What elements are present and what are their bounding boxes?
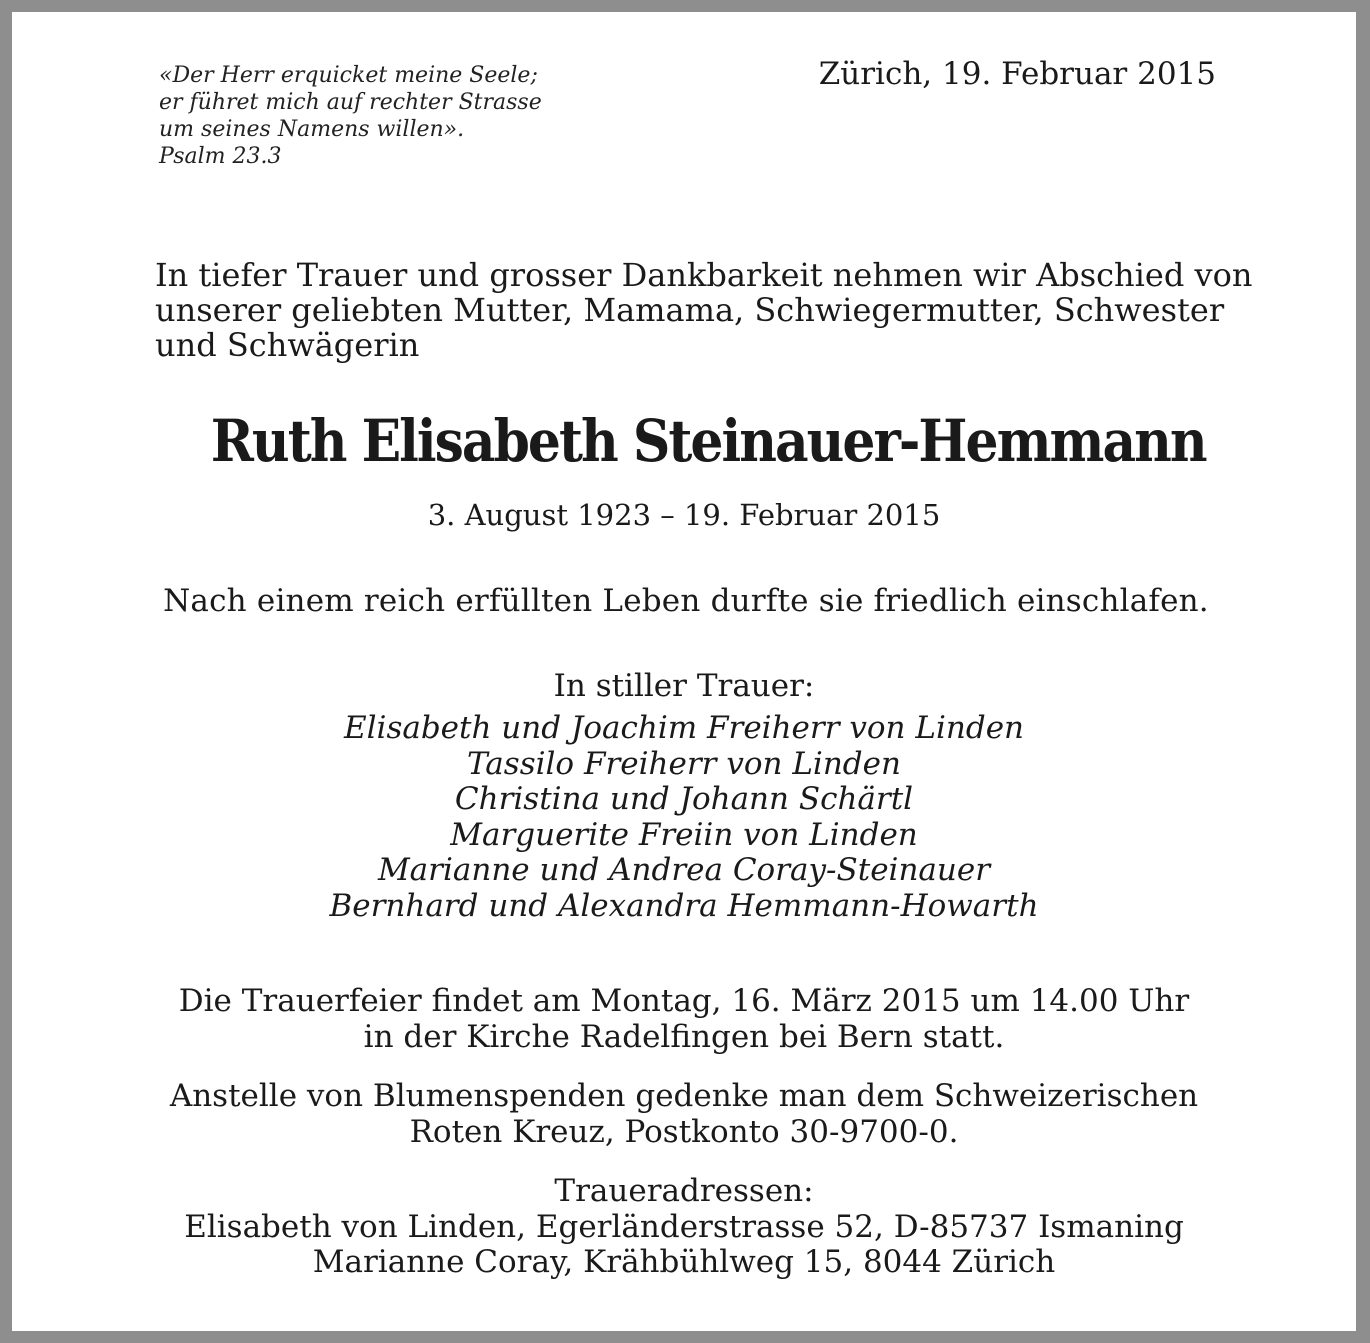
address-line: Marianne Coray, Krähbühlweg 15, 8044 Zürich bbox=[312, 1244, 1056, 1280]
donation-line: Anstelle von Blumenspenden gedenke man dem Schweizerischen bbox=[169, 1078, 1199, 1114]
deceased-name: Ruth Elisabeth Steinauer-Hemmann bbox=[210, 407, 1206, 475]
intro-line: In tiefer Trauer und grosser Dankbarkeit nehmen wir Abschied von bbox=[155, 256, 1253, 294]
ceremony-info bbox=[12, 984, 1356, 1055]
obituary-notice bbox=[12, 12, 1356, 1331]
place-date: Zürich, 19. Februar 2015 bbox=[818, 56, 1216, 92]
mourner-name: Elisabeth und Joachim Freiherr von Linden bbox=[343, 710, 1025, 746]
motto-line: «Der Herr erquicket meine Seele; bbox=[159, 63, 538, 88]
motto-line: um seines Namens willen». bbox=[159, 117, 465, 142]
life-dates: 3. August 1923 – 19. Februar 2015 bbox=[427, 498, 941, 532]
intro-paragraph bbox=[155, 256, 1253, 364]
motto-source: Psalm 23.3 bbox=[159, 144, 282, 169]
ceremony-line: Die Trauerfeier findet am Montag, 16. März 2015 um 14.00 Uhr bbox=[178, 983, 1190, 1019]
donation-line: Roten Kreuz, Postkonto 30-9700-0. bbox=[409, 1113, 959, 1150]
mourners-list bbox=[12, 711, 1356, 924]
psalm-motto bbox=[159, 62, 542, 170]
address-line: Elisabeth von Linden, Egerländerstrasse 52, D-85737 Ismaning bbox=[184, 1208, 1184, 1245]
life-statement: Nach einem reich erfüllten Leben durfte sie friedlich einschlafen. bbox=[163, 583, 1209, 619]
intro-line: unserer geliebten Mutter, Mamama, Schwiegermutter, Schwester bbox=[155, 291, 1225, 329]
intro-line: und Schwägerin bbox=[155, 326, 420, 364]
mourner-name: Tassilo Freiherr von Linden bbox=[467, 745, 901, 782]
donation-info bbox=[12, 1079, 1356, 1150]
addresses-title: Traueradressen: bbox=[554, 1173, 814, 1209]
mourners-title: In stiller Trauer: bbox=[553, 668, 815, 704]
mourner-name: Christina und Johann Schärtl bbox=[454, 781, 914, 817]
motto-line: er führet mich auf rechter Strasse bbox=[159, 90, 542, 115]
mourner-name: Marguerite Freiin von Linden bbox=[450, 816, 918, 853]
mourner-name: Marianne und Andrea Coray-Steinauer bbox=[377, 852, 991, 888]
mourning-addresses bbox=[12, 1174, 1356, 1281]
mourner-name: Bernhard und Alexandra Hemmann-Howarth bbox=[329, 887, 1039, 924]
ceremony-line: in der Kirche Radelfingen bei Bern statt. bbox=[363, 1018, 1005, 1055]
